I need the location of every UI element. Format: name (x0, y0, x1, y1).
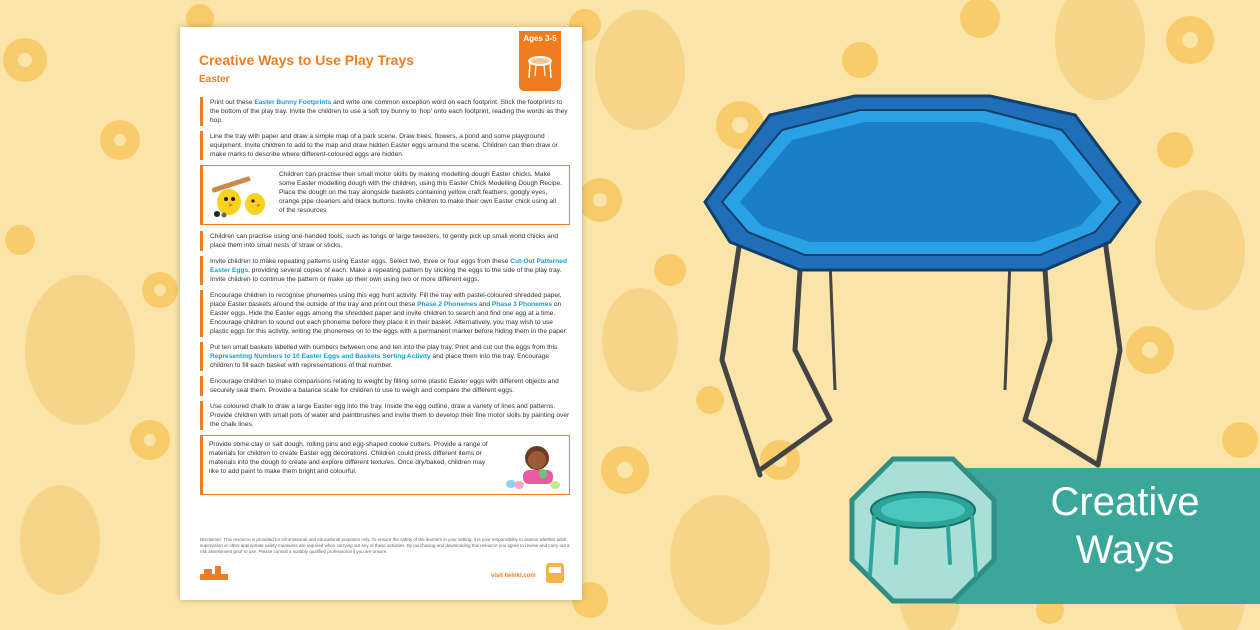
featured-activity-text (209, 440, 493, 490)
activity-text: Encourage children to recognise phonemes using this egg hunt activity. Fill the tray with pastel-coloured shredded paper, place Easter baskets around the outside of the tray and print out these (210, 292, 562, 308)
resource-link[interactable]: Phase 3 Phonemes (491, 301, 552, 308)
resource-link[interactable]: Representing Numbers to 10 Easter Eggs and Baskets Sorting Activity (210, 353, 431, 360)
brand-badge-icon (545, 562, 565, 584)
resource-link[interactable]: Easter Chick Modelling Dough Recipe (449, 180, 561, 187)
banner-title (1000, 478, 1250, 574)
featured-activity (200, 435, 570, 495)
tray-badge-icon (848, 455, 998, 605)
resource-link[interactable]: Cut-Out Patterned Easter Eggs (210, 258, 567, 274)
activity-item (200, 401, 570, 430)
featured-activity (200, 165, 570, 225)
activity-text: . Place the dough on the tray alongside baskets containing yellow craft feathers, googly eyes, orange pipe cleaners and black buttons. Invite children to make their own Easter chick using all of the resources (279, 180, 562, 214)
banner-line-1: Creative (1050, 480, 1200, 524)
activity-text: Use coloured chalk to draw a large Easter egg into the tray. Inside the egg outline, draw a variety of lines and patterns. Provide children with small pots of water and paintbrushes and invite them to develop their fine motor skills by painting over the chalk lines. (210, 403, 570, 428)
activity-text: Put ten small baskets labelled with numbers between one and ten into the play tray. Print and cut out the eggs from this (210, 344, 558, 351)
activity-item (200, 231, 570, 251)
twinkl-logo (200, 565, 228, 581)
activity-text: Print out these (210, 99, 255, 106)
resource-link[interactable]: Phase 2 Phonemes (417, 301, 478, 308)
disclaimer-text: Disclaimer: This resource is provided for informational and educational purposes only. To ensure the safety of the learners in your setting, it is your responsibility to assess whether adult supervision or other appropriate safety measures are required when carrying out any of these activities. By purchasing and downloading this resource you agree to review and carry out a risk assessment prior to use. Please consult a suitably qualified professional if you are unsure. (200, 537, 570, 554)
age-badge (519, 31, 561, 91)
resource-link[interactable]: Easter Bunny Footprints (254, 99, 332, 106)
chick-illustration (209, 170, 273, 220)
play-tray-illustration (700, 90, 1145, 490)
activity-text: on Easter eggs. Hide the Easter eggs among the shredded paper and invite children to search and find one egg at a time. Encourage children to sound out each phoneme before they place it in their basket. Alternatively, you may wish to use plastic eggs for this activity, writing the phonemes on to the eggs with a permanent marker before hiding them in the paper. (210, 301, 568, 335)
footer-url[interactable]: visit twinkl.com (491, 573, 536, 579)
featured-activity-text (279, 170, 563, 220)
child-illustration (499, 440, 563, 490)
banner-line-2: Ways (1075, 528, 1175, 572)
age-badge-label: Ages 3-5 (523, 34, 557, 43)
activity-text: Children can practise using one-handed tools, such as tongs or large tweezers, to gently pick up small world chicks and place them into small nests of straw or sticks. (210, 233, 559, 249)
activity-list (200, 97, 570, 501)
activity-text: Children can practise their small motor skills by making modelling dough Easter chicks. Make some Easter modelling dough with the children, using this (279, 171, 551, 187)
activity-text: and write one common exception word on each footprint. Stick the footprints to the bottom of the play tray. Invite the children to use a soft toy bunny to 'hop' onto each footprint, reading the words as they hop. (210, 99, 568, 124)
activity-text: Encourage children to make comparisons relating to weight by filling some plastic Easter eggs with different objects and securely seal them. Provide a balance scale for children to use to weigh and compare the different eggs. (210, 378, 559, 394)
activity-text: and (477, 301, 492, 308)
activity-item (200, 131, 570, 160)
activity-item (200, 342, 570, 371)
activity-item (200, 256, 570, 285)
tray-icon (525, 51, 555, 81)
activity-item (200, 290, 570, 337)
activity-text: Invite children to make repeating patterns using Easter eggs. Select two, three or four eggs from these (210, 258, 511, 265)
activity-text: , providing several copies of each. Make a repeating pattern by sticking the eggs to the side of the play tray. Invite children to continue the pattern or make up their own using two or more different eggs. (210, 267, 562, 283)
activity-item (200, 97, 570, 126)
activity-item (200, 376, 570, 396)
activity-text: and place them into the tray. Encourage children to fill each basket with representations of that number. (210, 353, 549, 369)
activity-text: Provide some clay or salt dough, rolling pins and egg-shaped cookie cutters. Provide a range of materials for children to create Easter egg decorations. Children could press different items or materials into the dough to create and explore different textures. Once dry/baked, children may like to add paint to make them bright and colourful. (209, 441, 488, 475)
activity-text: Line the tray with paper and draw a simple map of a park scene. Draw trees, flowers, a pond and some playground equipment. Invite children to add to the map and draw hidden Easter eggs around the scene. Children can then draw or make marks to describe where different-coloured eggs are hidden. (210, 133, 558, 158)
document-title: Creative Ways to Use Play Trays (199, 52, 415, 68)
worksheet-page (180, 27, 582, 600)
document-subtitle: Easter (199, 74, 230, 85)
